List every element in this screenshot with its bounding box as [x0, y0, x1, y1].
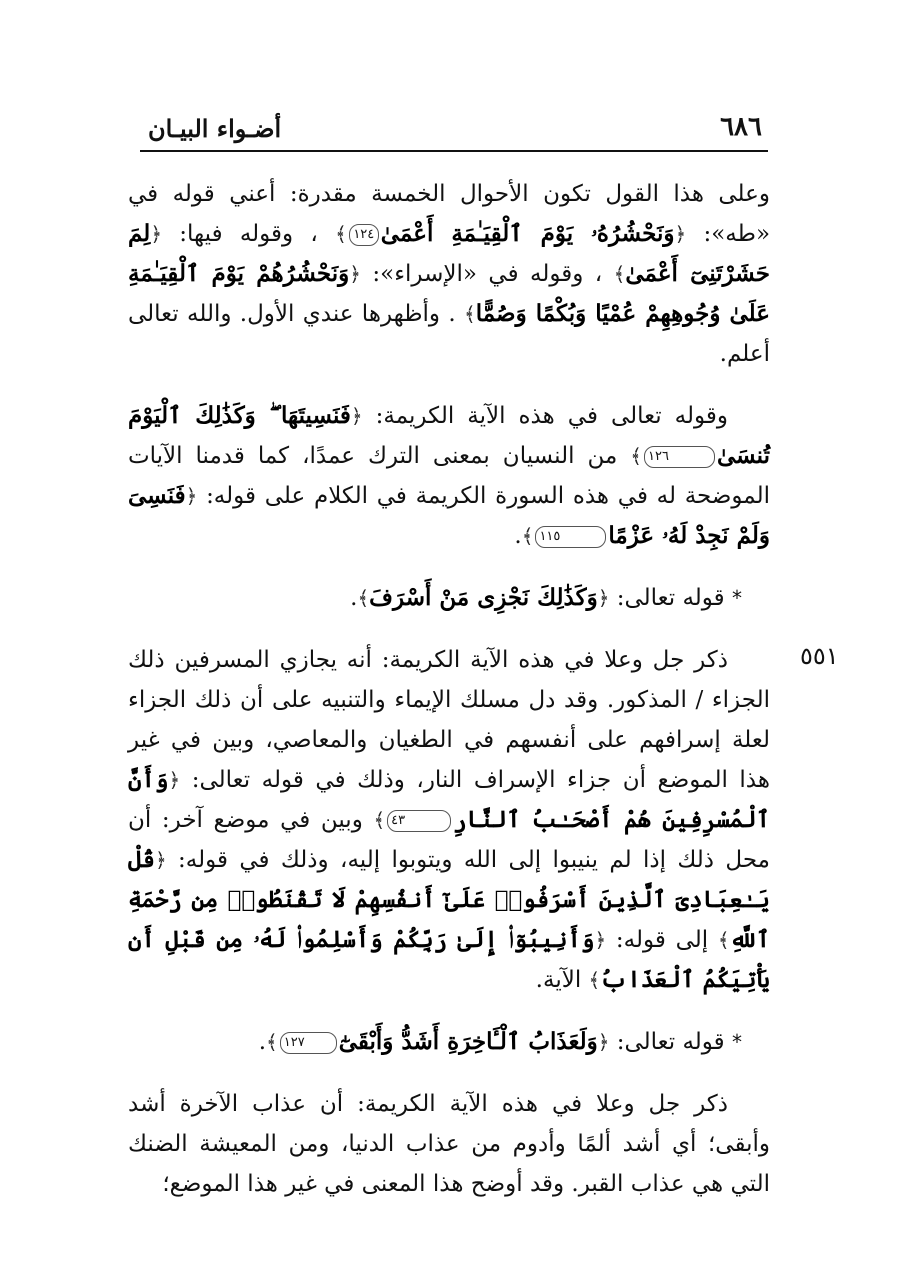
- ornate-bracket-open: ﴿: [349, 262, 361, 286]
- ornate-bracket-open: ﴿: [350, 404, 363, 428]
- quran-verse: وَنَحْشُرُهُۥ يَوْمَ ٱلْقِيَـٰمَةِ أَعْمَىٰ: [380, 220, 675, 247]
- quran-verse: وَنَحْشُرُهُمْ يَوْمَ ٱلْقِيَـٰمَةِ عَلَىٰ وُجُوهِهِمْ عُمْيًا وَبُكْمًا وَصُمًّا: [128, 260, 770, 327]
- paragraph-2: [128, 396, 770, 556]
- running-title: أضـواء البيـان: [148, 114, 282, 143]
- quran-verse: لِمَ حَشَرْتَنِىٓ أَعْمَىٰ: [128, 220, 771, 287]
- ornate-bracket-open: ﴿: [185, 484, 198, 508]
- section-heading-1: [128, 578, 770, 618]
- ornate-bracket-close: ﴾: [464, 302, 476, 326]
- verse-number: ٤٣: [387, 810, 451, 832]
- ornate-bracket-close: ﴾: [335, 222, 347, 246]
- ornate-bracket-open: ﴿: [154, 848, 167, 872]
- text-run: ذكر جل وعلا في هذه الآية الكريمة: أن عذاب الآخرة أشد وأبقى؛ أي أشد ألمًا وأدوم من عذاب الدنيا، ومن المعيشة الضنك التي هي عذاب القبر. وقد أوضح هذا المعنى في غير هذا الموضع؛: [128, 1091, 770, 1197]
- ornate-bracket-close: ﴾: [357, 586, 370, 610]
- paragraph-1: [128, 174, 770, 374]
- page-header: [140, 110, 768, 152]
- quran-verse: فَنَسِيتَهَا ۖ وَكَذَٰلِكَ ٱلْيَوْمَ تُنسَىٰ: [128, 402, 770, 469]
- ornate-bracket-close: ﴾: [266, 1030, 278, 1054]
- paragraph-4: [128, 1084, 770, 1204]
- paragraph-3: [128, 640, 770, 1000]
- quran-verse: وَأَنِيبُوٓا۟ إِلَىٰ رَبِّكُمْ وَأَسْلِمُوا۟ لَهُۥ مِن قَبْلِ أَن يَأْتِيَكُمُ ٱلْعَذَابُ: [128, 926, 770, 993]
- quran-verse: وَلَعَذَابُ ٱلْـَٔاخِرَةِ أَشَدُّ وَأَبْقَىٰٓ: [338, 1028, 598, 1055]
- star-marker: *: [732, 1030, 742, 1054]
- section-heading-2: [128, 1022, 770, 1062]
- text-run: إلى قوله:: [615, 927, 709, 953]
- text-run: وبين في موضع آخر: أن محل ذلك إذا لم ينيبوا إلى الله ويتوبوا إليه، وذلك في قوله:: [128, 807, 770, 873]
- text-run: . وأظهرها عندي الأول. والله تعالى أعلم.: [128, 301, 770, 367]
- ornate-bracket-open: ﴿: [674, 222, 687, 246]
- ornate-bracket-close: ﴾: [521, 524, 534, 548]
- ornate-bracket-open: ﴿: [597, 1030, 610, 1054]
- text-run: قوله تعالى:: [616, 585, 725, 611]
- margin-reference-number: ٥٥١: [800, 642, 839, 670]
- ornate-bracket-open: ﴿: [168, 768, 181, 792]
- quran-verse: وَكَذَٰلِكَ نَجْزِى مَنْ أَسْرَفَ: [369, 584, 598, 611]
- text-run: وعلى هذا القول تكون الأحوال الخمسة مقدرة: أعني قوله في «طه»:: [128, 181, 771, 247]
- verse-number: ١٢٤: [349, 224, 379, 246]
- main-text: [128, 174, 770, 1226]
- quran-verse: فَنَسِىَ وَلَمْ نَجِدْ لَهُۥ عَزْمًا: [128, 482, 770, 549]
- text-run: .: [514, 523, 522, 549]
- text-run: الآية.: [535, 967, 582, 993]
- verse-number: ١١٥: [535, 526, 606, 548]
- text-run: ذكر جل وعلا في هذه الآية الكريمة: أنه يجازي المسرفين ذلك الجزاء / المذكور. وقد دل مسلك الإيماء والتنبيه على أن ذلك الجزاء لعلة إسرافهم على أنفسهم في الطغيان والمعاصي، وبين في غير هذا الموضع أن جزاء الإسراف النار، وذلك في قوله تعالى:: [128, 647, 771, 793]
- ornate-bracket-close: ﴾: [630, 444, 643, 468]
- page-number: ٦٨٦: [720, 112, 762, 142]
- text-run: .: [258, 1029, 267, 1055]
- quran-verse: وَأَنَّ ٱلْمُسْرِفِينَ هُمْ أَصْحَـٰبُ ٱلنَّارِ: [128, 766, 771, 833]
- text-run: وقوله تعالى في هذه الآية الكريمة:: [375, 403, 728, 429]
- star-marker: *: [732, 586, 742, 610]
- ornate-bracket-open: ﴿: [150, 222, 163, 246]
- verse-number: ١٢٦: [644, 446, 715, 468]
- ornate-bracket-close: ﴾: [588, 968, 601, 992]
- text-run: ، وقوله في «الإسراء»:: [372, 261, 603, 287]
- text-run: قوله تعالى:: [616, 1029, 725, 1055]
- ornate-bracket-open: ﴿: [597, 586, 610, 610]
- ornate-bracket-close: ﴾: [613, 262, 626, 286]
- ornate-bracket-close: ﴾: [373, 808, 386, 832]
- text-run: .: [350, 585, 358, 611]
- quran-verse: قُلْ يَـٰعِبَادِىَ ٱلَّذِينَ أَسْرَفُوا۟ عَلَىٰٓ أَنفُسِهِمْ لَا تَقْنَطُوا۟ مِن رَّحْمَةِ ٱللَّهِ: [128, 846, 771, 953]
- verse-number: ١٢٧: [280, 1032, 337, 1054]
- text-run: من النسيان بمعنى الترك عمدًا، كما قدمنا الآيات الموضحة له في هذه السورة الكريمة في الكلام على قوله:: [128, 443, 770, 509]
- ornate-bracket-open: ﴿: [594, 928, 607, 952]
- ornate-bracket-close: ﴾: [717, 928, 730, 952]
- text-run: ، وقوله فيها:: [179, 221, 318, 247]
